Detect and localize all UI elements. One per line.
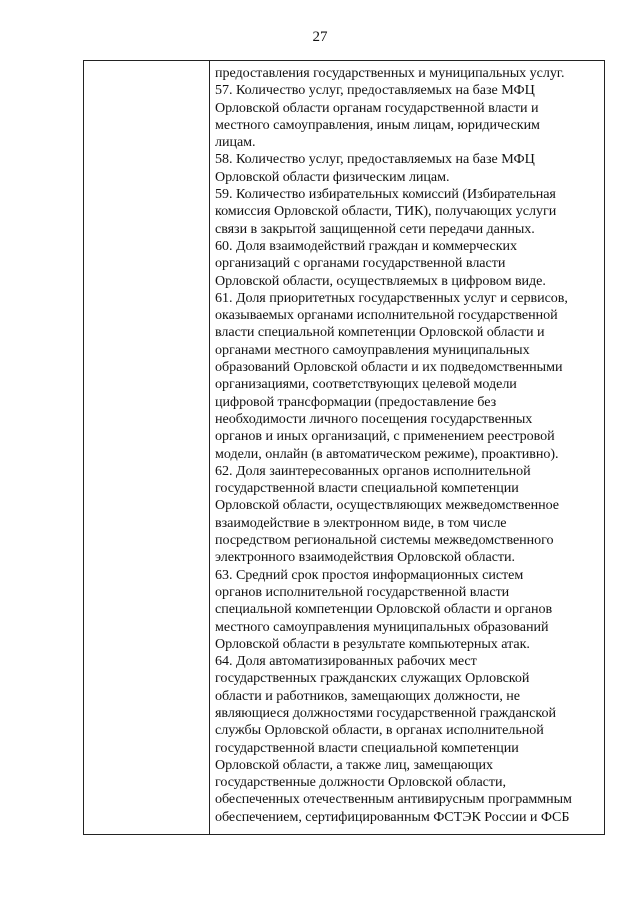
indicator-text-line: Орловской области, осуществляемых в цифровом виде. — [215, 272, 546, 289]
indicator-text-line: посредством региональной системы межведомственного — [215, 532, 554, 549]
indicator-text-line: Орловской области, осуществляющих межведомственное — [215, 497, 559, 514]
page-number: 27 — [312, 29, 328, 45]
indicator-text-line: 58. Количество услуг, предоставляемых на базе МФЦ — [215, 151, 535, 168]
indicator-text-line: модели, онлайн (в автоматическом режиме), проактивно). — [215, 445, 559, 462]
indicator-text-line: лицам. — [215, 134, 256, 151]
indicator-text-line: оказываемых органами исполнительной государственной — [215, 307, 558, 324]
indicator-text-line: специальной компетенции Орловской области и органов — [215, 601, 553, 618]
indicator-text-line: организациями, соответствующих целевой модели — [215, 376, 517, 393]
indicator-text-line: Орловской области, а также лиц, замещающих — [215, 756, 494, 773]
indicator-text-line: 60. Доля взаимодействий граждан и коммерческих — [215, 237, 518, 254]
table-left-cell — [84, 61, 209, 834]
indicator-text-line: 59. Количество избирательных комиссий (Избирательная — [215, 186, 556, 203]
indicator-text-line: местного самоуправления муниципальных образований — [215, 618, 549, 635]
indicators-table — [83, 60, 605, 835]
indicator-text-line: области и работников, замещающих должности, не — [215, 687, 521, 704]
indicator-text-line: являющиеся должностями государственной гражданской — [215, 704, 556, 721]
indicator-text-line: 57. Количество услуг, предоставляемых на базе МФЦ — [215, 82, 535, 99]
indicator-text-line: 63. Средний срок простоя информационных систем — [215, 566, 524, 583]
indicator-text-line: местного самоуправления, иным лицам, юридическим — [215, 116, 540, 133]
indicator-text-line: взаимодействие в электронном виде, в том числе — [215, 514, 507, 531]
indicator-text-line: электронного взаимодействия Орловской области. — [215, 549, 515, 566]
indicator-text-line: власти специальной компетенции Орловской области и — [215, 324, 545, 341]
indicator-text-line: 62. Доля заинтересованных органов исполнительной — [215, 462, 531, 479]
indicator-text-line: предоставления государственных и муниципальных услуг. — [215, 65, 565, 81]
indicator-text-line: органов и иных организаций, с применением реестровой — [215, 428, 555, 445]
indicator-text-line: службы Орловской области, в органах исполнительной — [215, 722, 544, 739]
indicator-text-line: органов исполнительной государственной власти — [215, 583, 510, 600]
indicator-text-line: связи в закрытой защищенной сети передачи данных. — [215, 220, 535, 237]
indicator-text-line: обеспеченных отечественным антивирусным программным — [215, 791, 572, 808]
indicator-text-line: образований Орловской области и их подведомственными — [215, 359, 563, 376]
indicator-text-line: 61. Доля приоритетных государственных услуг и сервисов, — [215, 289, 568, 306]
indicator-text-line: Орловской области органам государственной власти и — [215, 99, 539, 116]
indicator-text-line: 64. Доля автоматизированных рабочих мест — [215, 653, 477, 670]
column-divider — [209, 61, 210, 834]
indicator-text-line: государственной власти специальной компетенции — [215, 739, 519, 756]
table-right-cell — [215, 65, 600, 834]
indicator-text-line: организаций с органами государственной власти — [215, 255, 506, 272]
indicator-text-line: необходимости личного посещения государственных — [215, 410, 533, 427]
indicator-text-line: Орловской области физическим лицам. — [215, 168, 450, 185]
indicator-text-line: государственные должности Орловской области, — [215, 774, 506, 791]
indicator-text-line: органами местного самоуправления муниципальных — [215, 341, 530, 358]
indicator-text-line: комиссия Орловской области, ТИК), получающих услуги — [215, 203, 557, 220]
indicator-text-line: Орловской области в результате компьютерных атак. — [215, 635, 530, 652]
indicator-text-line: государственных гражданских служащих Орловской — [215, 670, 530, 687]
indicator-text-line: цифровой трансформации (предоставление без — [215, 393, 497, 410]
indicator-text-line: обеспечением, сертифицированным ФСТЭК России и ФСБ — [215, 808, 570, 825]
indicator-text-line: государственной власти специальной компетенции — [215, 480, 519, 497]
